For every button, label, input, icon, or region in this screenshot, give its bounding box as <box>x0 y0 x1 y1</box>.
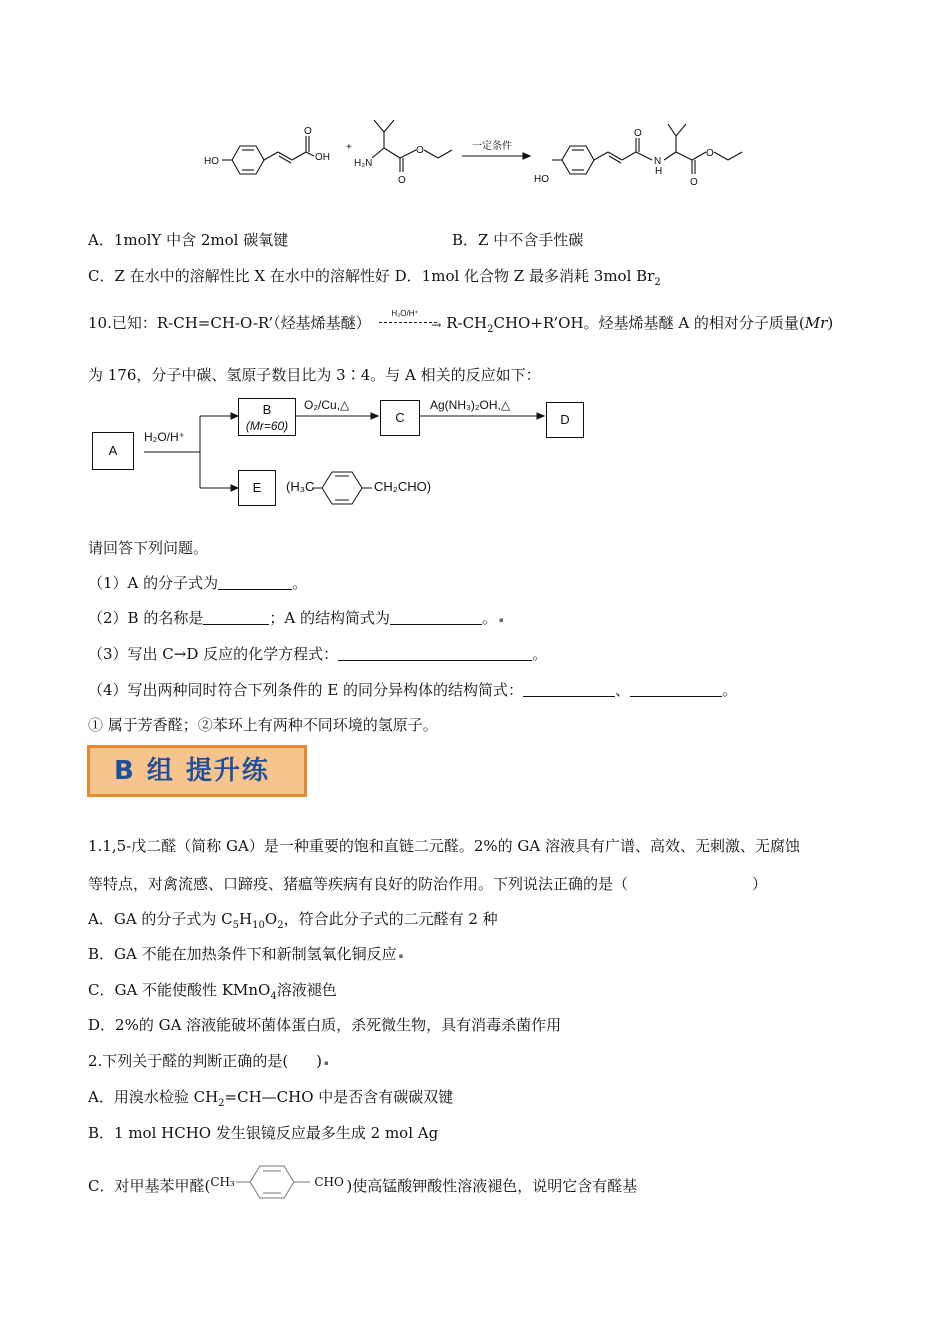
q10-sub4 <box>88 680 737 700</box>
q10-sub3-end: 。 <box>532 645 548 663</box>
p1-stem-line1: 1.1,5-戊二醛（简称 GA）是一种重要的饱和直链二元醛。2%的 GA 溶液具有广谱、高效、无刺激、无腐蚀 <box>88 837 800 855</box>
q10-sub3-blank[interactable] <box>338 645 532 661</box>
q10-sub2-blank-1[interactable] <box>203 609 269 625</box>
q10-sub4-blank-1[interactable] <box>523 681 615 697</box>
right-h-label: H <box>655 166 663 177</box>
flow-label-ag: Ag(NH₃)₂OH,△ <box>430 398 511 412</box>
flow-e-left: (H₃C <box>286 479 315 494</box>
q10-sub2-end: 。 <box>481 609 497 627</box>
p1-a-post: ，符合此分子式的二元醛有 2 种 <box>283 910 498 928</box>
benzene-ring-icon <box>236 1162 314 1202</box>
p1-option-c <box>88 980 337 1007</box>
q10-sub4-text: （4）写出两种同时符合下列条件的 E 的同分异构体的结构简式： <box>88 681 524 699</box>
q10-sub2-text-b: ；A 的结构简式为 <box>269 609 390 627</box>
q10-intro-d: ) <box>827 314 834 332</box>
q9-option-b: B．Z 中不含手性碳 <box>452 231 584 249</box>
q10-sub1 <box>88 573 307 593</box>
q10-line2: 为 176，分子中碳、氢原子数目比为 3∶4。与 A 相关的反应如下： <box>88 366 541 384</box>
p2-stem <box>88 1051 329 1073</box>
q10-intro-b-sub: 2 <box>487 324 494 335</box>
p1-a-pre: A．GA 的分子式为 C <box>88 910 233 928</box>
right-nh-label: N <box>654 156 662 167</box>
q10-sub4-blank-2[interactable] <box>630 681 722 697</box>
p2-stem-end: ) <box>316 1052 323 1070</box>
q9-option-cd: C．Z 在水中的溶解性比 X 在水中的溶解性好 D．1mol 化合物 Z 最多消耗 3mol Br <box>88 267 655 285</box>
p1-a-o: O <box>264 910 278 928</box>
mid-o1-label: O <box>398 175 406 186</box>
q10-sub2-blank-2[interactable] <box>390 609 482 625</box>
q9-option-a: A．1molY 中含 2mol 碳氧键 <box>88 231 289 249</box>
q10-intro-b: R-CH <box>446 314 488 332</box>
plus-sign: + <box>346 142 352 153</box>
flow-label-h2o: H₂O/H⁺ <box>144 430 185 444</box>
mid-h2n-label: H₂N <box>354 158 373 169</box>
watermark-icon: ▪ <box>498 616 504 624</box>
flow-box-b-label: B <box>262 402 272 417</box>
p2-c-pre: C．对甲基苯甲醛( <box>88 1177 211 1195</box>
p1-stem-text: 等特点，对禽流感、口蹄疫、猪瘟等疾病有良好的防治作用。下列说法正确的是（ <box>88 875 629 893</box>
q10-sub1-blank[interactable] <box>218 574 292 590</box>
flow-label-o2cu: O₂/Cu,△ <box>304 398 350 412</box>
flow-e-right: CH₂CHO) <box>374 479 432 494</box>
p1-c-pre: C．GA 不能使酸性 KMnO <box>88 981 271 999</box>
p-tolualdehyde-structure <box>210 1170 346 1200</box>
right-o1-label: O <box>634 128 642 139</box>
reaction-scheme <box>190 108 760 200</box>
left-ho-label: HO <box>204 156 219 167</box>
flow-box-c: C <box>380 400 420 436</box>
section-banner: B 组 提升练 <box>87 745 307 797</box>
mid-o2-label: O <box>416 145 424 156</box>
q10-sub2 <box>88 608 504 630</box>
flow-box-a: A <box>92 432 134 470</box>
q10-intro <box>88 309 834 340</box>
p1-option-a <box>88 909 498 936</box>
q10-intro-c: CHO+R’OH。烃基烯基醚 A 的相对分子质量( <box>493 314 805 332</box>
right-ho-label: HO <box>534 174 549 185</box>
arrow-condition: 一定条件 <box>472 141 512 152</box>
q10-conditions: ① 属于芳香醛；②苯环上有两种不同环境的氢原子。 <box>88 716 438 734</box>
flow-box-e: E <box>238 470 276 506</box>
p2-stem-text: 2.下列关于醛的判断正确的是( <box>88 1052 289 1070</box>
flow-lines <box>90 396 590 514</box>
flow-box-b-mr: (Mr=60) <box>245 419 289 433</box>
q9-option-d-sub: 2 <box>654 277 661 288</box>
p2-c-post: )使高锰酸钾酸性溶液褪色，说明它含有醛基 <box>346 1177 638 1195</box>
p2-a-sub: 2 <box>218 1098 225 1109</box>
q10-prompt: 请回答下列问题。 <box>88 539 209 557</box>
p2-a-pre: A．用溴水检验 CH <box>88 1088 219 1106</box>
q10-sub3 <box>88 644 547 664</box>
q10-sub4-end: 。 <box>722 681 738 699</box>
p1-option-d: D．2%的 GA 溶液能破坏菌体蛋白质，杀死微生物，具有消毒杀菌作用 <box>88 1016 562 1034</box>
p2-a-post: =CH—CHO 中是否含有碳碳双键 <box>224 1088 454 1106</box>
right-o3-label: O <box>706 148 714 159</box>
p1-stem-end: ） <box>752 875 768 893</box>
p2-option-a <box>88 1087 453 1114</box>
left-oh-label: OH <box>315 152 330 163</box>
q9-option-row-1 <box>88 230 584 250</box>
p2-c-ch3: CH₃ <box>210 1175 235 1189</box>
p1-option-b <box>88 944 403 966</box>
p1-a-sub1: 5 <box>232 920 240 931</box>
p1-b-text: B．GA 不能在加热条件下和新制氢氧化铜反应 <box>88 945 397 963</box>
p1-a-sub3: 2 <box>277 920 284 931</box>
q10-arrow: H₂O/H⁺ → <box>375 314 441 330</box>
flow-box-d: D <box>546 402 584 438</box>
p1-c-sub: 4 <box>270 991 277 1002</box>
q10-sub1-text: （1）A 的分子式为 <box>88 574 219 592</box>
flow-box-b <box>238 398 296 436</box>
watermark-icon: ▪ <box>324 1059 329 1067</box>
q10-sub2-text-a: （2）B 的名称是 <box>88 609 204 627</box>
p1-a-sub2: 10 <box>252 920 265 931</box>
p1-a-h: H <box>239 910 253 928</box>
p1-stem-line2 <box>88 874 767 894</box>
p2-option-c <box>88 1170 637 1200</box>
p1-c-post: 溶液褪色 <box>276 981 337 999</box>
q10-arrow-condition: H₂O/H⁺ <box>391 309 419 318</box>
p2-option-b: B．1 mol HCHO 发生银镜反应最多生成 2 mol Ag <box>88 1124 439 1142</box>
q10-sub4-mid: 、 <box>615 681 631 699</box>
q10-intro-mr: Mr <box>804 314 828 332</box>
q9-option-row-2 <box>88 266 661 293</box>
right-o2-label: O <box>690 177 698 188</box>
p2-c-cho: CHO <box>314 1175 344 1189</box>
watermark-icon: ▪ <box>398 952 404 960</box>
left-o-label: O <box>304 126 312 137</box>
q10-intro-a: 10.已知：R-CH=CH-O-R’（烃基烯基醚） <box>88 314 371 332</box>
q10-sub3-text: （3）写出 C→D 反应的化学方程式： <box>88 645 339 663</box>
q10-sub1-end: 。 <box>292 574 308 592</box>
